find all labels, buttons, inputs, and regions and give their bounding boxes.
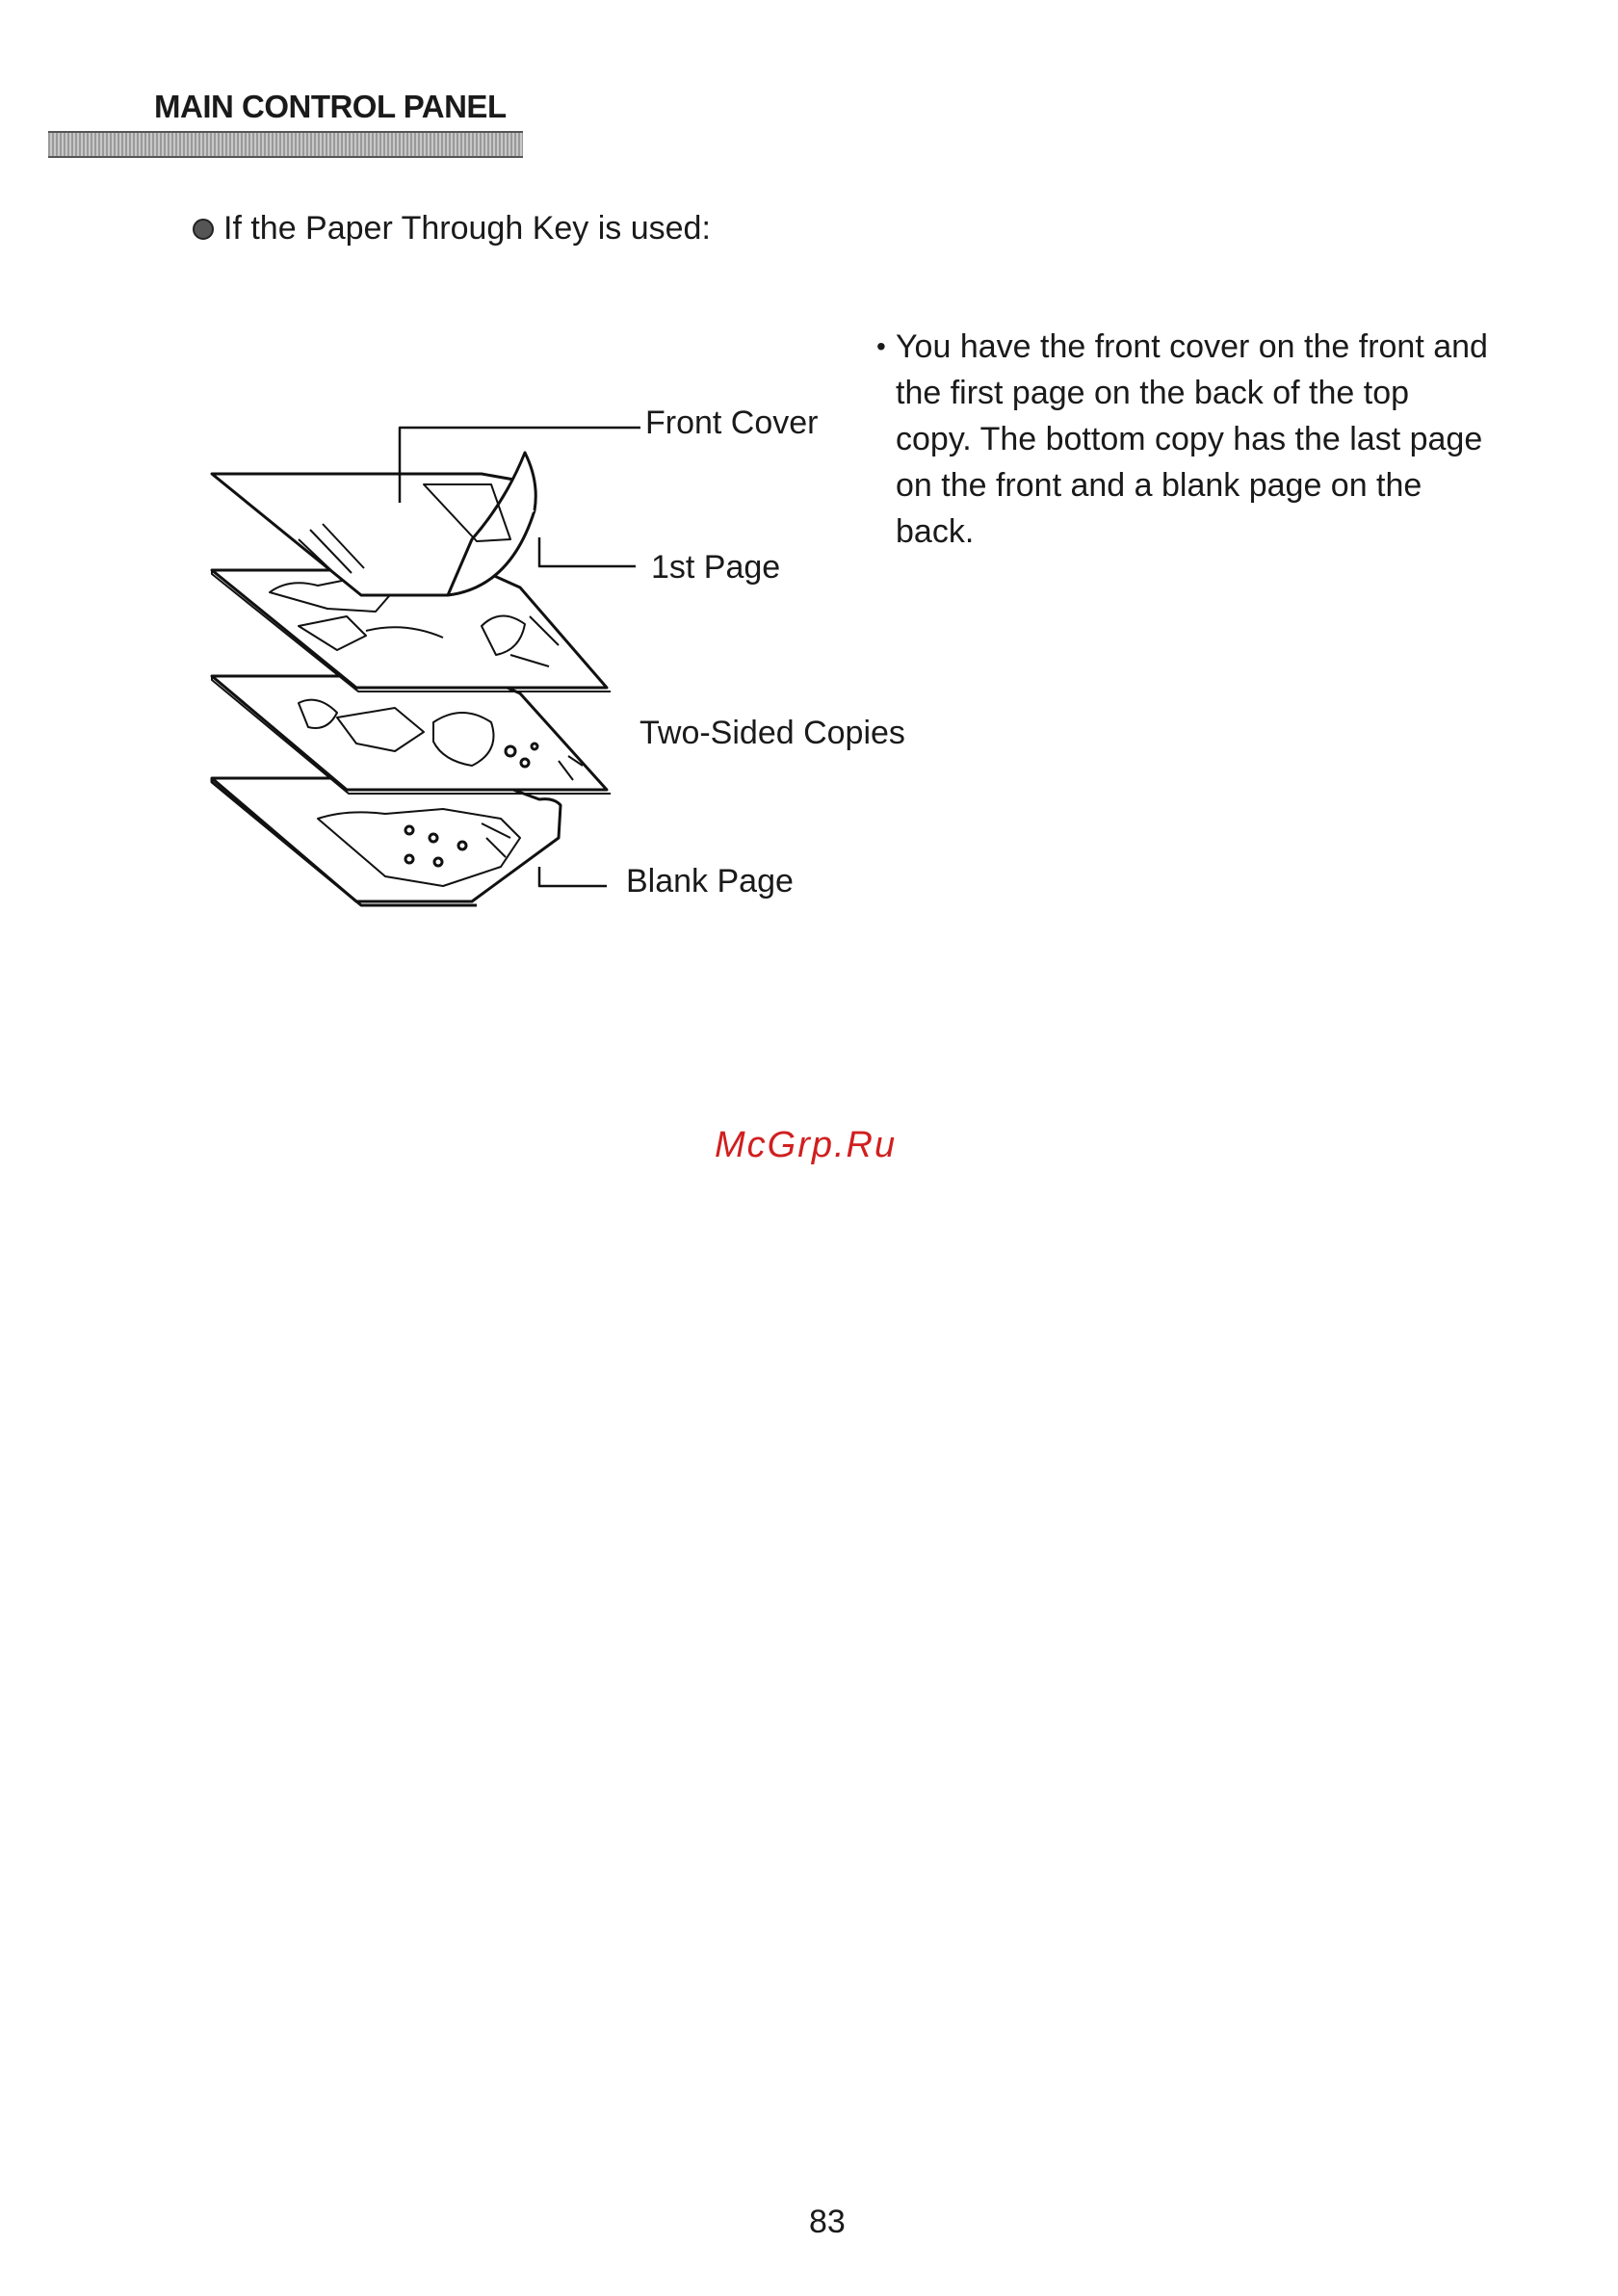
leader-blank-page [539,867,607,886]
bullet-dot-icon [193,219,214,240]
header-title: MAIN CONTROL PANEL [154,89,507,124]
note [876,324,1493,555]
header-bar [48,131,523,158]
intro-line [193,210,711,248]
watermark: McGrp.Ru [715,1125,898,1165]
note-text: You have the front cover on the front and the first page on the back of the top copy. The bottom copy has the last page on the front and a blank page on the back. [896,328,1488,550]
intro-text: If the Paper Through Key is used: [223,210,711,247]
sheet-blank-page [212,778,561,905]
paper-stack-illustration [193,385,867,925]
label-front-cover: Front Cover [645,404,819,441]
sheet-two-sided-lower [212,676,611,794]
leader-first-page [539,537,636,566]
page-number: 83 [809,2204,846,2240]
label-blank-page: Blank Page [626,863,794,900]
label-two-sided-copies: Two-Sided Copies [639,715,905,751]
label-first-page: 1st Page [651,549,781,586]
note-bullet: • [876,331,886,361]
